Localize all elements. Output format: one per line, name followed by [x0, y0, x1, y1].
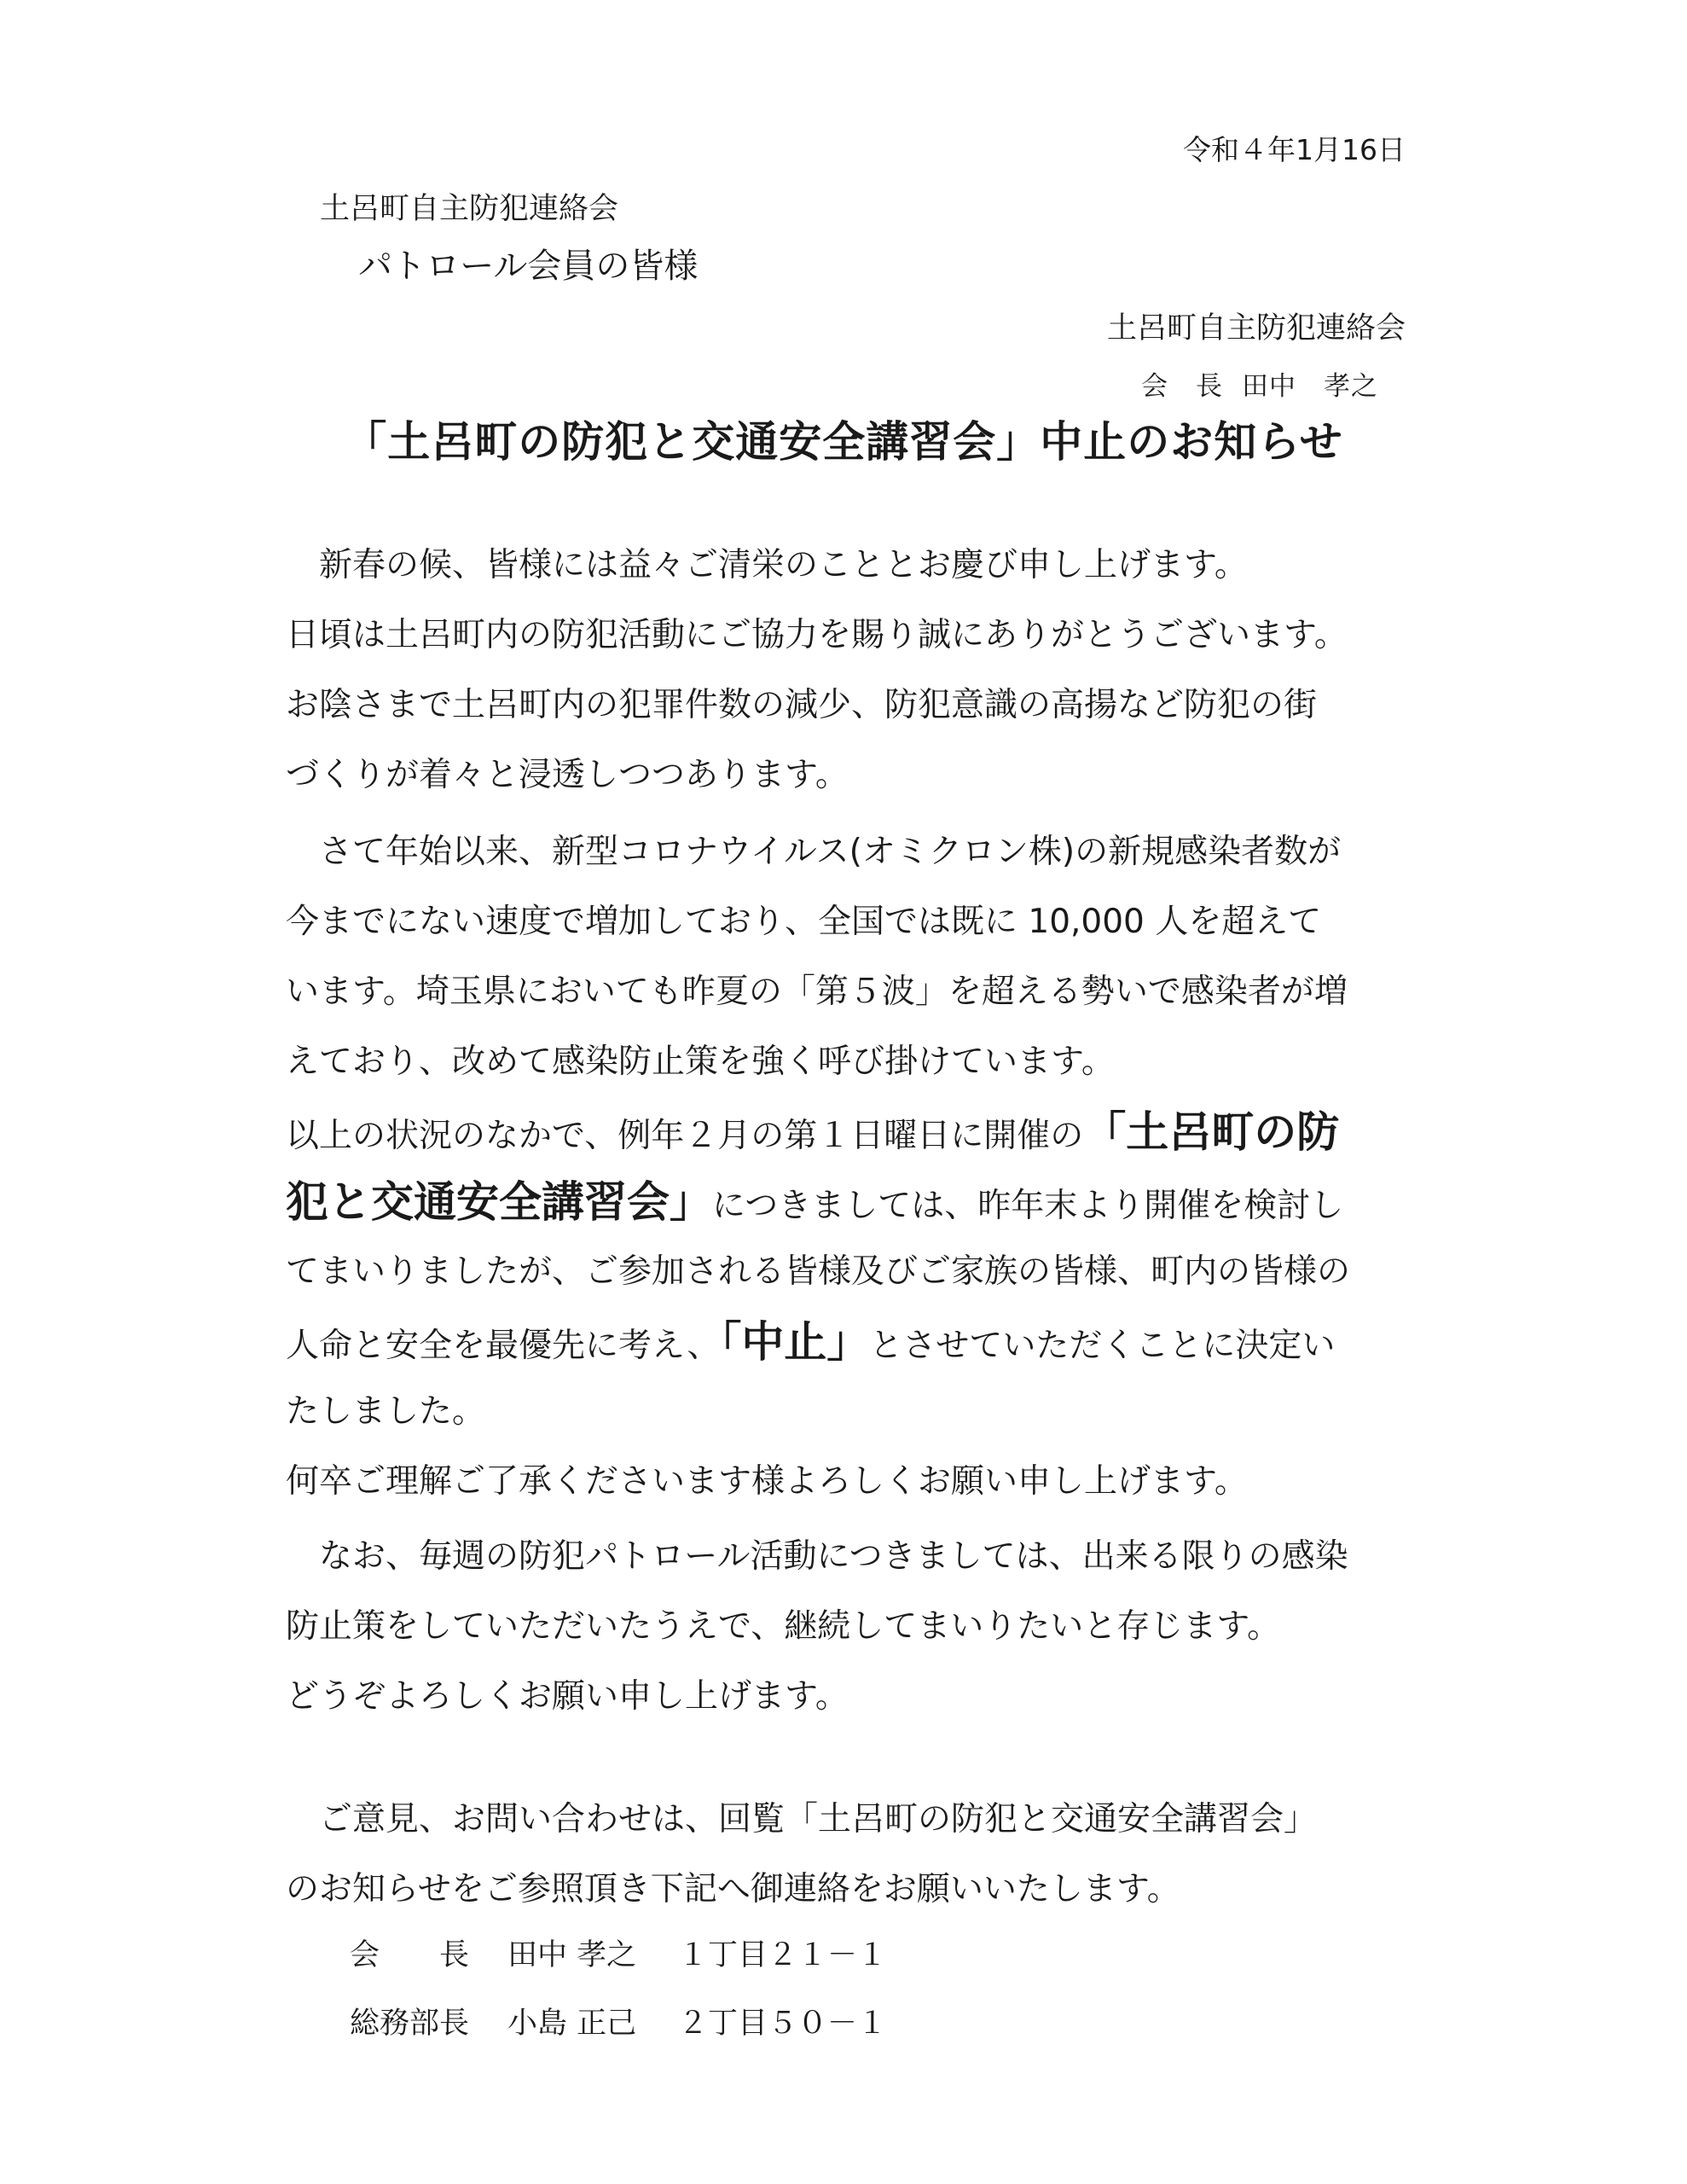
text-fragment: 以上の状況のなかで、例年２月の第１日曜日に開催の	[286, 1117, 1084, 1155]
emphasis-event-name: 「土呂町の防	[1083, 1107, 1340, 1157]
text-line: えており、改めて感染防止策を強く呼び掛けています。	[286, 1043, 1115, 1081]
paragraph-patrol	[286, 1522, 1446, 1732]
sender-person: 田中 孝之	[1242, 371, 1378, 402]
contact-address: １丁目２１－１	[678, 1938, 888, 1972]
emphasis-cancel: 「中止」	[720, 1317, 870, 1367]
emphasis-event-name: 犯と交通安全講習会」	[286, 1177, 712, 1227]
text-line: 新春の候、皆様には益々ご清栄のこととお慶び申し上げます。	[286, 546, 1248, 584]
text-line: 防止策をしていただいたうえで、継続してまいりたいと存じます。	[286, 1607, 1281, 1646]
recipient-organization: 土呂町自主防犯連絡会	[320, 192, 619, 226]
contact-row	[350, 1989, 887, 2058]
contact-list	[350, 1921, 887, 2058]
sender-role: 会 長	[1141, 371, 1223, 402]
text-fragment: につきましては、昨年末より開催を検討し	[712, 1187, 1344, 1225]
contact-role: 総務部長	[350, 2007, 470, 2041]
text-line: たしました。	[286, 1392, 486, 1431]
text-line: のお知らせをご参照頂き下記へ御連絡をお願いいたします。	[286, 1870, 1180, 1908]
text-line: ご意見、お問い合わせは、回覧「土呂町の防犯と交通安全講習会」	[286, 1800, 1318, 1838]
text-line: います。埼玉県においても昨夏の「第５波」を超える勢いで感染者が増	[286, 973, 1348, 1011]
text-line: てまいりましたが、ご参加される皆様及びご家族の皆様、町内の皆様の	[286, 1252, 1351, 1291]
paragraph-inquiries	[286, 1785, 1446, 1925]
contact-row	[350, 1921, 887, 1989]
sender-signature	[1141, 364, 1378, 403]
sender-organization: 土呂町自主防犯連絡会	[1106, 311, 1406, 346]
contact-address: ２丁目５０－１	[678, 2007, 888, 2041]
text-line: づくりが着々と浸透しつつあります。	[286, 756, 849, 794]
text-line	[286, 1097, 1446, 1167]
paragraph-greeting	[286, 531, 1446, 810]
text-line: お陰さまで土呂町内の犯罪件数の減少、防犯意識の高揚など防犯の街	[286, 686, 1318, 724]
text-fragment: 人命と安全を最優先に考え、	[286, 1327, 721, 1365]
text-line: 日頃は土呂町内の防犯活動にご協力を賜り誠にありがとうございます。	[286, 616, 1348, 654]
text-line: なお、毎週の防犯パトロール活動につきましては、出来る限りの感染	[286, 1537, 1348, 1576]
document-title: 「土呂町の防犯と交通安全講習会」中止のお知らせ	[344, 417, 1343, 467]
contact-name: 田中 孝之	[507, 1938, 637, 1972]
text-line: さて年始以来、新型コロナウイルス(オミクロン株)の新規感染者数が	[286, 833, 1342, 871]
paragraph-cancellation	[286, 817, 1446, 1517]
text-fragment: とさせていただくことに決定い	[869, 1327, 1336, 1365]
text-line: 何卒ご理解ご了承くださいます様よろしくお願い申し上げます。	[286, 1462, 1248, 1501]
document-date: 令和４年1月16日	[1183, 133, 1406, 166]
text-line: 今までにない速度で増加しており、全国では既に 10,000 人を超えて	[286, 903, 1322, 941]
recipient-members: パトロール会員の皆様	[358, 247, 699, 286]
text-line	[286, 1167, 1446, 1237]
contact-name: 小島 正己	[507, 2007, 637, 2041]
contact-role: 会 長	[350, 1938, 470, 1972]
text-line: どうぞよろしくお願い申し上げます。	[286, 1677, 849, 1716]
text-line	[286, 1307, 1446, 1377]
